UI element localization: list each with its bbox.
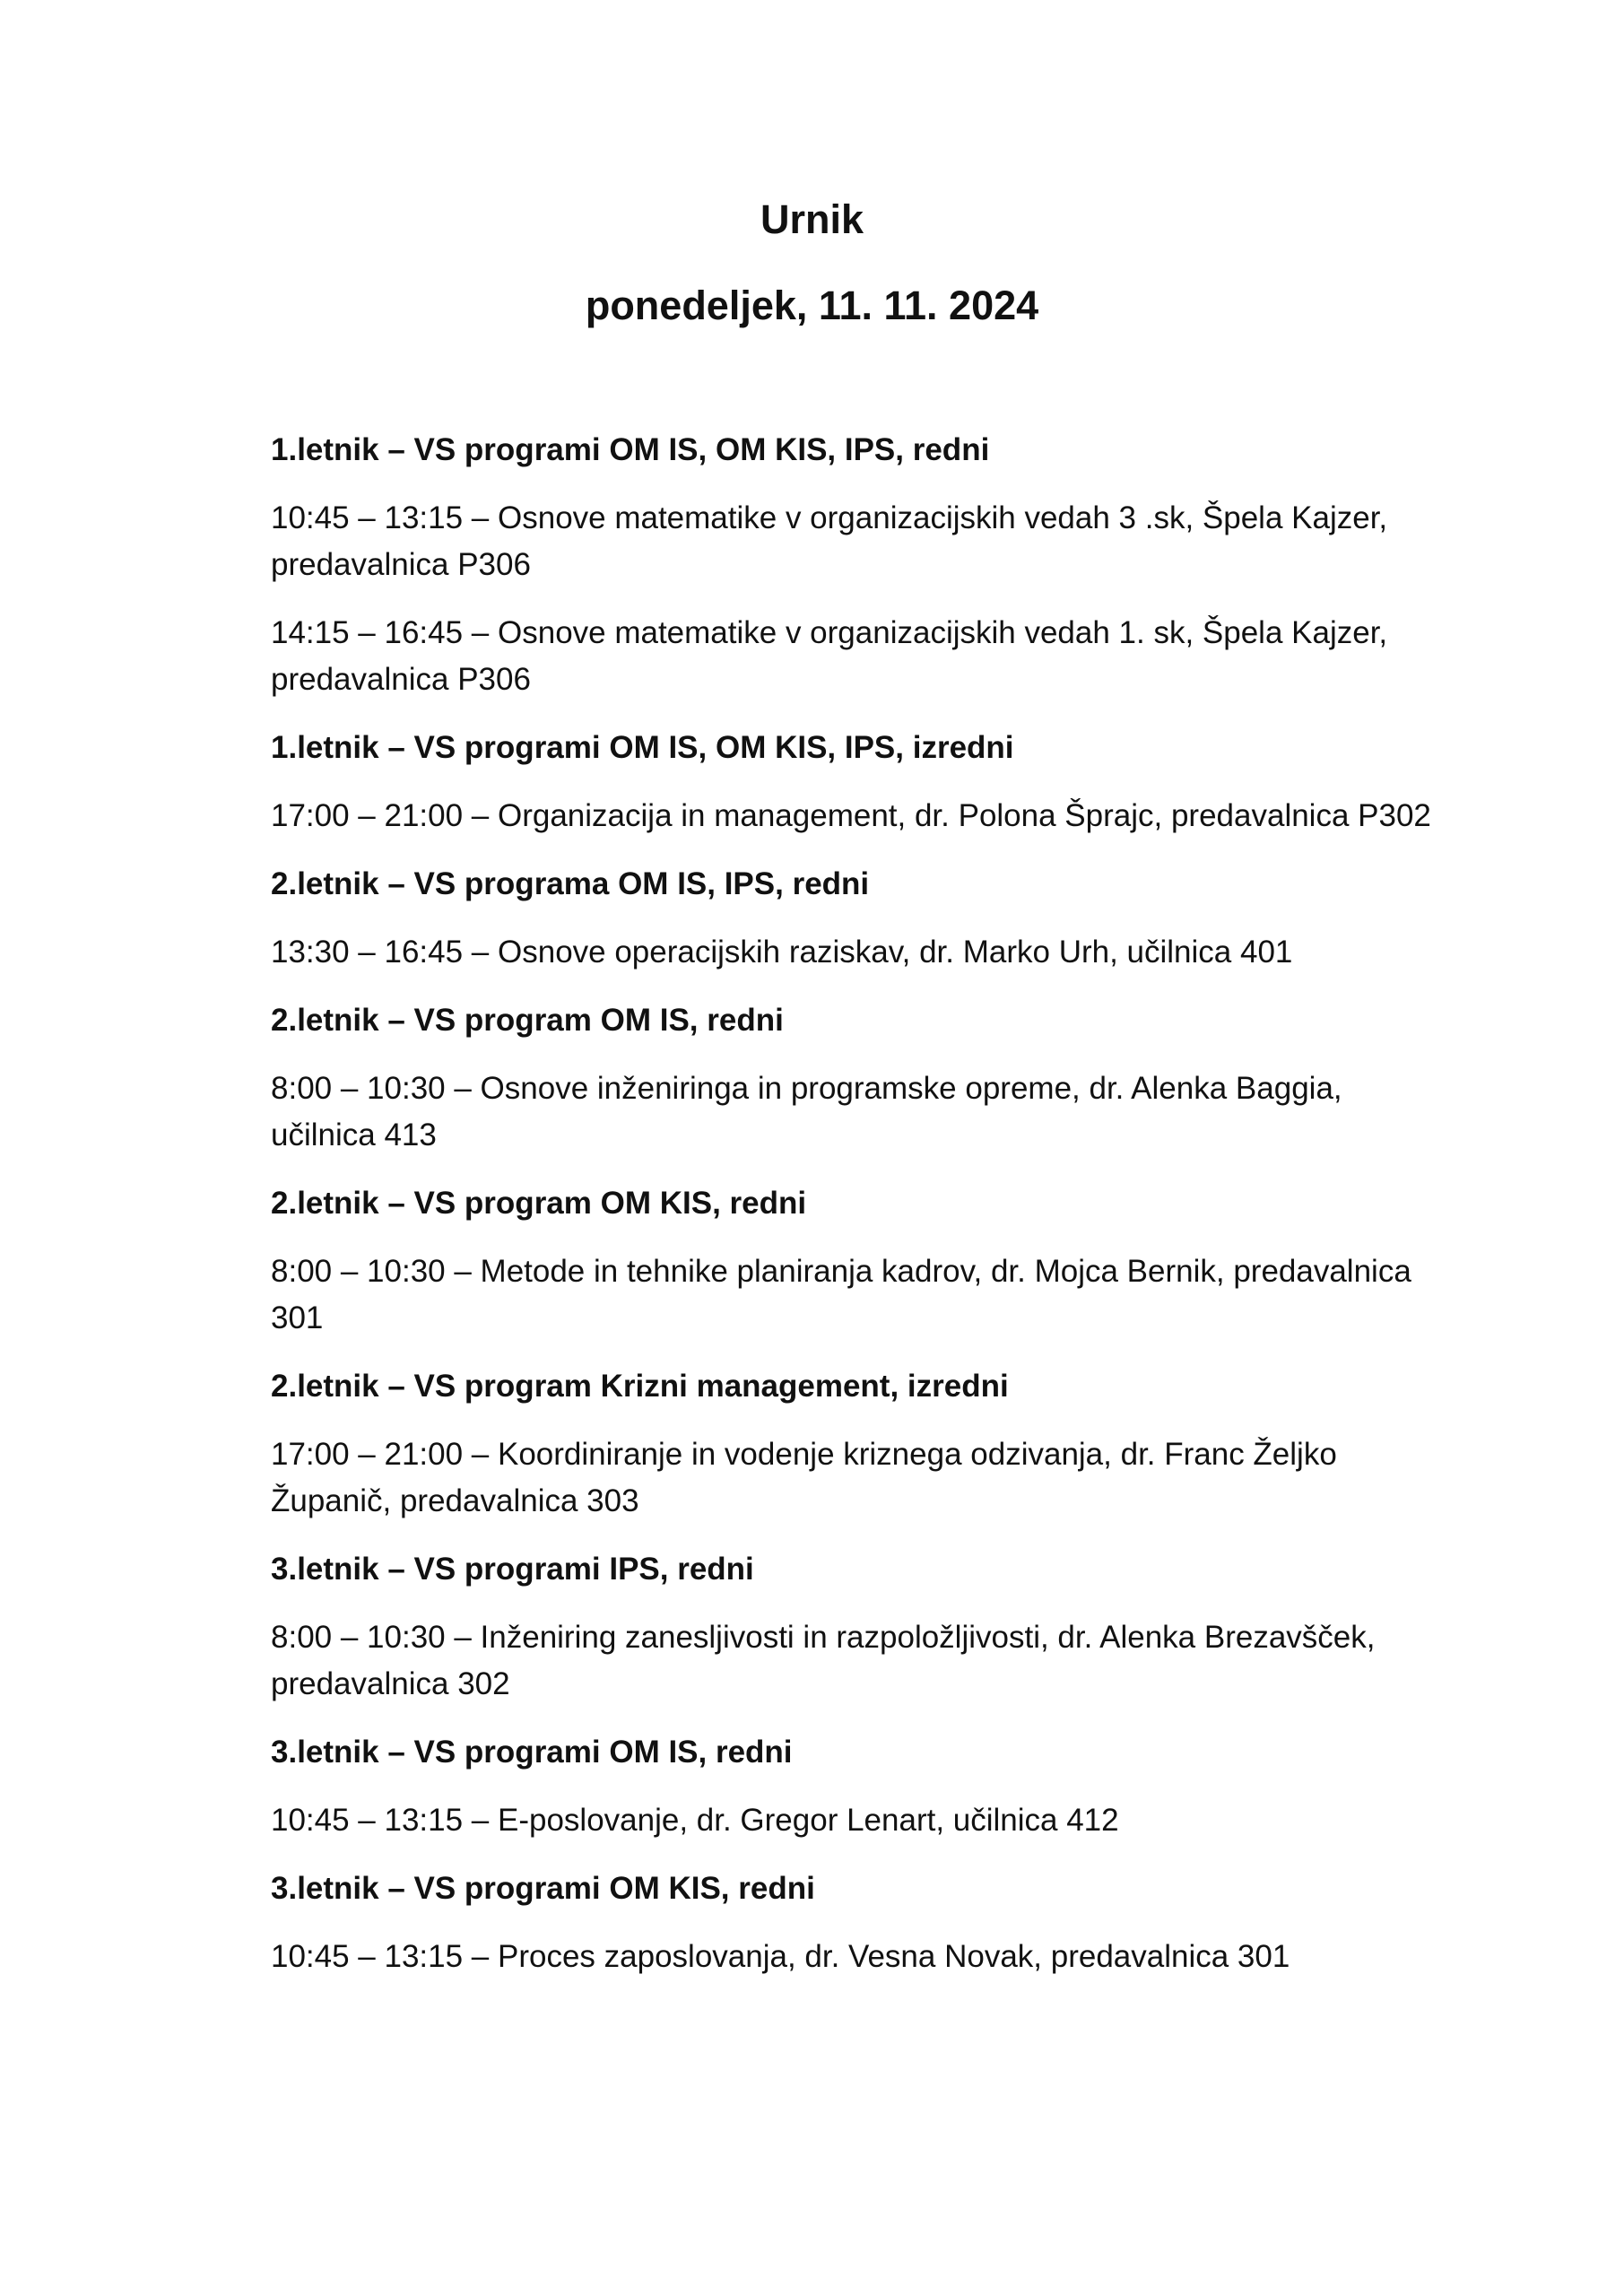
schedule-date: ponedeljek, 11. 11. 2024 — [585, 283, 1039, 328]
schedule-section — [271, 1729, 1446, 1844]
schedule-entry: 10:45 – 13:15 – E-poslovanje, dr. Gregor Lenart, učilnica 412 — [271, 1803, 1119, 1838]
section-heading: 2.letnik – VS program Krizni management, izredni — [271, 1369, 1009, 1404]
schedule-entry: 8:00 – 10:30 – Metode in tehnike planiranja kadrov, dr. Mojca Bernik, predavalnica 301 — [271, 1254, 1411, 1335]
schedule-entry: 8:00 – 10:30 – Osnove inženiringa in programske opreme, dr. Alenka Baggia, učilnica 413 — [271, 1071, 1342, 1152]
schedule-section — [271, 427, 1446, 703]
schedule-section — [271, 1866, 1446, 1980]
section-heading: 3.letnik – VS programi OM IS, redni — [271, 1735, 793, 1770]
schedule-section — [271, 1363, 1446, 1525]
schedule-list — [271, 427, 1446, 2002]
schedule-section — [271, 861, 1446, 976]
section-heading: 2.letnik – VS program OM IS, redni — [271, 1003, 784, 1038]
schedule-entry: 14:15 – 16:45 – Osnove matematike v organizacijskih vedah 1. sk, Špela Kajzer, predavalnica P306 — [271, 615, 1388, 697]
schedule-entry: 17:00 – 21:00 – Organizacija in management, dr. Polona Šprajc, predavalnica P302 — [271, 798, 1431, 833]
schedule-entry: 10:45 – 13:15 – Proces zaposlovanja, dr. Vesna Novak, predavalnica 301 — [271, 1939, 1290, 1974]
section-heading: 1.letnik – VS programi OM IS, OM KIS, IPS, redni — [271, 432, 990, 467]
section-heading: 3.letnik – VS programi IPS, redni — [271, 1552, 754, 1587]
page-title: Urnik — [760, 196, 864, 242]
schedule-section — [271, 1546, 1446, 1708]
schedule-section — [271, 725, 1446, 839]
schedule-entry: 13:30 – 16:45 – Osnove operacijskih raziskav, dr. Marko Urh, učilnica 401 — [271, 935, 1293, 970]
schedule-entry: 17:00 – 21:00 – Koordiniranje in vodenje kriznega odzivanja, dr. Franc Željko Županič, predavalnica 303 — [271, 1437, 1337, 1518]
section-heading: 2.letnik – VS programa OM IS, IPS, redni — [271, 866, 870, 901]
schedule-entry: 8:00 – 10:30 – Inženiring zanesljivosti in razpoložljivosti, dr. Alenka Brezavšček, predavalnica 302 — [271, 1620, 1376, 1701]
schedule-entry: 10:45 – 13:15 – Osnove matematike v organizacijskih vedah 3 .sk, Špela Kajzer, predavalnica P306 — [271, 500, 1388, 582]
section-heading: 1.letnik – VS programi OM IS, OM KIS, IPS, izredni — [271, 730, 1014, 765]
section-heading: 3.letnik – VS programi OM KIS, redni — [271, 1871, 815, 1906]
schedule-section — [271, 997, 1446, 1159]
section-heading: 2.letnik – VS program OM KIS, redni — [271, 1186, 807, 1221]
schedule-section — [271, 1180, 1446, 1342]
